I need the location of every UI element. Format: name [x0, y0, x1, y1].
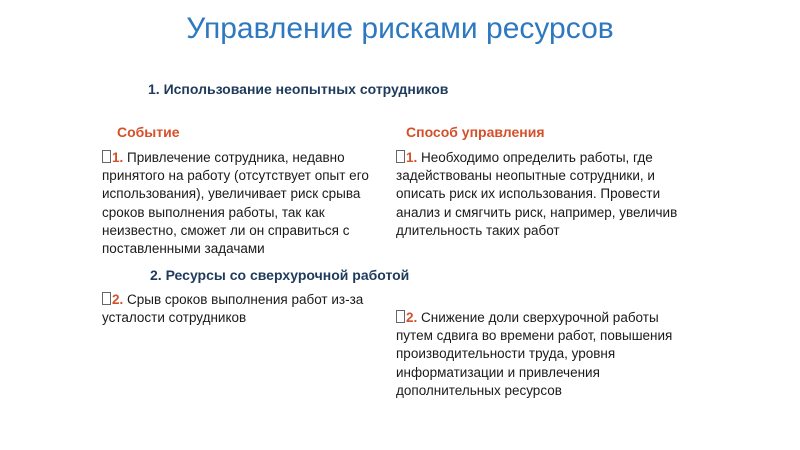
section-heading-1: 1. Использование неопытных сотрудников	[148, 81, 449, 97]
bullet-icon	[396, 150, 405, 163]
response-item-1	[396, 149, 696, 240]
page-title: Управление рисками ресурсов	[186, 12, 614, 45]
event-item-1	[102, 149, 394, 258]
item-number: 1.	[406, 150, 418, 165]
event-item-2	[102, 291, 394, 327]
bullet-icon	[102, 150, 111, 163]
item-number: 2.	[406, 310, 418, 325]
response-item-2	[396, 309, 696, 400]
item-number: 2.	[112, 292, 124, 307]
item-text: Снижение доли сверхурочной работы путем сдвига во времени работ, повышения производительности труда, уровня информатизации и привлечения дополнительных ресурсов	[396, 310, 673, 398]
item-text: Привлечение сотрудника, недавно принятого на работу (отсутствует опыт его использования), увеличивает риск срыва сроков выполнения работы, так как неизвестно, сможет ли он справиться с поставленными задачами	[102, 150, 369, 257]
bullet-icon	[396, 310, 405, 323]
column-heading-response: Способ управления	[406, 124, 545, 140]
section-heading-2: 2. Ресурсы со сверхурочной работой	[150, 267, 410, 283]
item-number: 1.	[112, 150, 124, 165]
item-text: Срыв сроков выполнения работ из-за усталости сотрудников	[102, 292, 364, 326]
bullet-icon	[102, 292, 111, 305]
item-text: Необходимо определить работы, где задействованы неопытные сотрудники, и описать риск их использования. Провести анализ и смягчить риск, например, увеличив длительность таких работ	[396, 150, 678, 238]
column-heading-event: Событие	[117, 124, 180, 140]
